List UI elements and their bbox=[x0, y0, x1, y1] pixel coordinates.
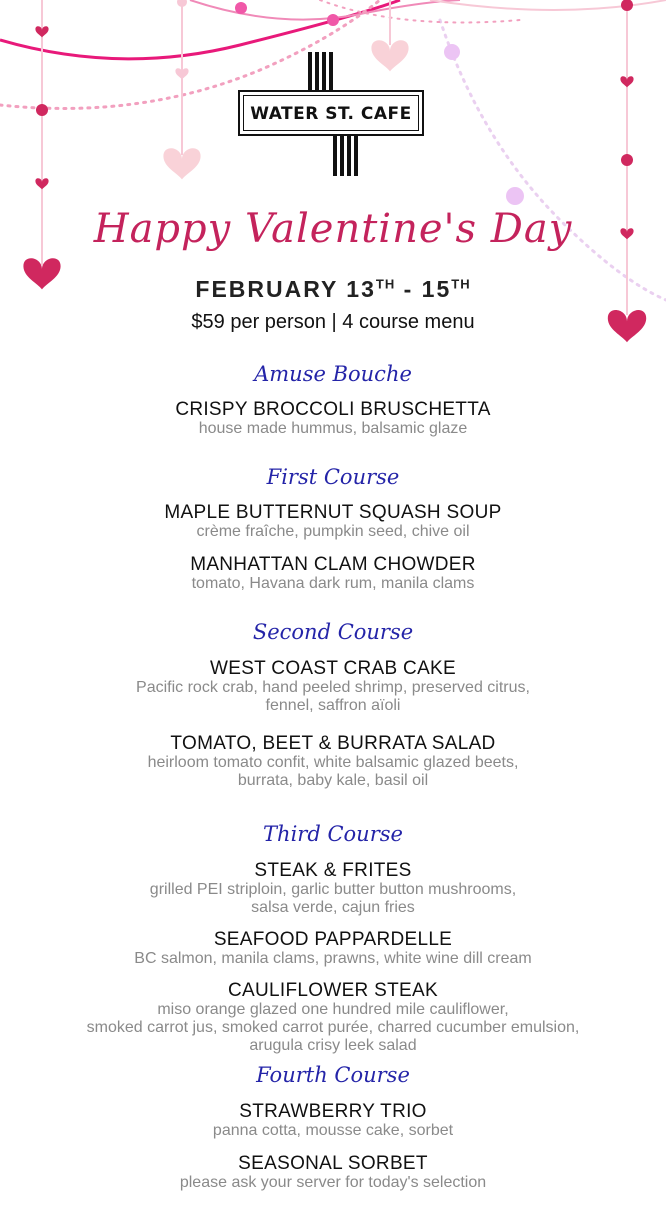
course-title-first-course: First Course bbox=[266, 465, 400, 489]
dish-name: TOMATO, BEET & BURRATA SALAD bbox=[170, 733, 496, 754]
dish-description: Pacific rock crab, hand peeled shrimp, preserved citrus, bbox=[136, 679, 530, 696]
menu-item bbox=[0, 400, 666, 438]
dish-description: tomato, Havana dark rum, manila clams bbox=[191, 575, 475, 592]
dish-description: miso orange glazed one hundred mile cauliflower, bbox=[157, 1001, 509, 1018]
menu-item bbox=[0, 930, 666, 968]
logo-text: WATER ST. CAFE bbox=[250, 104, 412, 124]
dish-name: SEASONAL SORBET bbox=[238, 1153, 428, 1174]
garland-line bbox=[0, 0, 400, 59]
dish-name: CRISPY BROCCOLI BRUSCHETTA bbox=[175, 399, 491, 420]
logo-bars-top bbox=[308, 52, 333, 90]
dish-description: smoked carrot jus, smoked carrot purée, charred cucumber emulsion, bbox=[86, 1019, 580, 1036]
dish-description: panna cotta, mousse cake, sorbet bbox=[212, 1122, 454, 1139]
dish-name: WEST COAST CRAB CAKE bbox=[209, 658, 456, 679]
menu-item bbox=[0, 981, 666, 1055]
dish-description: crème fraîche, pumpkin seed, chive oil bbox=[196, 523, 470, 540]
menu-item bbox=[0, 1154, 666, 1192]
dish-name: STRAWBERRY TRIO bbox=[239, 1101, 427, 1122]
menu-item bbox=[0, 503, 666, 541]
course-title-second-course: Second Course bbox=[252, 620, 414, 644]
dish-description: please ask your server for today's selection bbox=[179, 1174, 487, 1191]
menu-item bbox=[0, 555, 666, 593]
dish-description: house made hummus, balsamic glaze bbox=[198, 420, 468, 437]
dish-name: MANHATTAN CLAM CHOWDER bbox=[190, 554, 476, 575]
dish-description: grilled PEI striploin, garlic butter button mushrooms, bbox=[149, 881, 517, 898]
dish-name: SEAFOOD PAPPARDELLE bbox=[213, 929, 453, 950]
dish-description: burrata, baby kale, basil oil bbox=[237, 772, 429, 789]
course-title-amuse-bouche: Amuse Bouche bbox=[254, 362, 412, 386]
dish-name: MAPLE BUTTERNUT SQUASH SOUP bbox=[164, 502, 502, 523]
course-title-fourth-course: Fourth Course bbox=[256, 1063, 410, 1087]
price-line: $59 per person | 4 course menu bbox=[191, 311, 475, 333]
event-dates: FEBRUARY 13TH - 15TH bbox=[195, 276, 471, 302]
logo-box bbox=[238, 90, 424, 136]
menu-item bbox=[0, 861, 666, 917]
menu-item bbox=[0, 1102, 666, 1140]
headline: Happy Valentine's Day bbox=[93, 206, 573, 252]
cafe-logo bbox=[238, 52, 428, 176]
logo-bars-bottom bbox=[333, 136, 358, 176]
menu-item bbox=[0, 659, 666, 715]
dish-description: salsa verde, cajun fries bbox=[251, 899, 415, 916]
dish-description: fennel, saffron aïoli bbox=[265, 697, 401, 714]
menu-item bbox=[0, 734, 666, 790]
dish-description: BC salmon, manila clams, prawns, white wine dill cream bbox=[134, 950, 532, 967]
course-title-third-course: Third Course bbox=[263, 822, 403, 846]
dish-description: heirloom tomato confit, white balsamic glazed beets, bbox=[147, 754, 519, 771]
dish-description: arugula crisy leek salad bbox=[249, 1037, 417, 1054]
dish-name: CAULIFLOWER STEAK bbox=[228, 980, 438, 1001]
dish-name: STEAK & FRITES bbox=[254, 860, 412, 881]
